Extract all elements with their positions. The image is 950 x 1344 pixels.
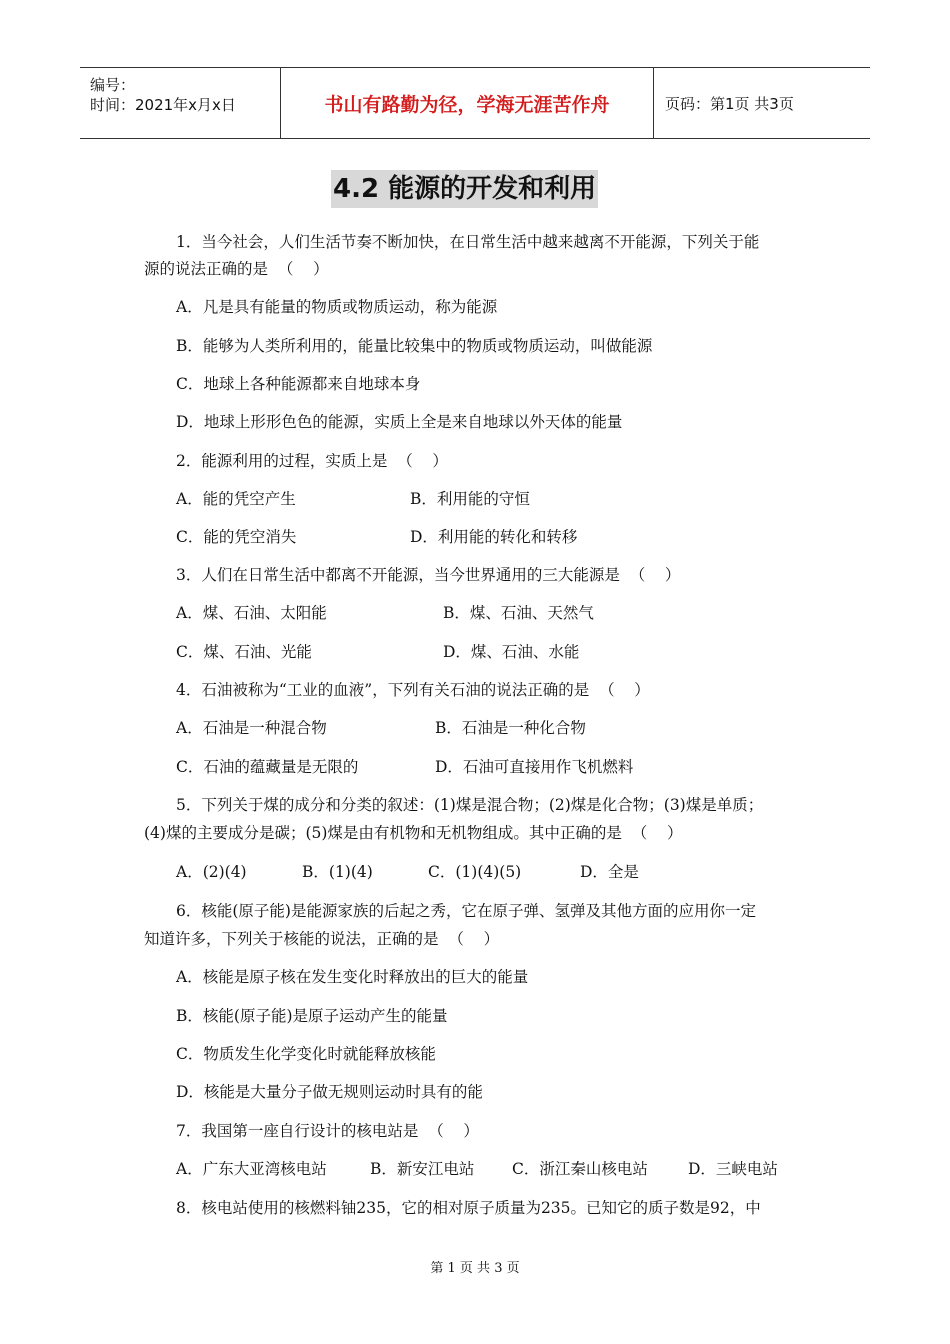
q1-option-d: D．地球上形形色色的能源，实质上全是来自地球以外天体的能量 — [176, 413, 623, 431]
q3-option-c: C．煤、石油、光能 — [176, 643, 312, 661]
question-6-line-2: 知道许多，下列关于核能的说法，正确的是 （ ） — [144, 930, 500, 948]
q4-option-c: C．石油的蕴藏量是无限的 — [176, 758, 359, 776]
page-footer: 第 1 页 共 3 页 — [430, 1261, 520, 1276]
q3-option-b: B．煤、石油、天然气 — [443, 604, 594, 622]
question-6-line-1: 6．核能(原子能)是能源家族的后起之秀，它在原子弹、氢弹及其他方面的应用你一定 — [176, 902, 756, 920]
question-3: 3．人们在日常生活中都离不开能源，当今世界通用的三大能源是 （ ） — [176, 566, 681, 584]
q3-option-d: D．煤、石油、水能 — [443, 643, 580, 661]
q4-option-b: B．石油是一种化合物 — [435, 719, 586, 737]
page-label: 页码：第1页 共3页 — [665, 95, 794, 113]
q7-option-a: A．广东大亚湾核电站 — [176, 1160, 327, 1178]
header-info-cell — [80, 68, 280, 138]
q1-option-a: A．凡是具有能量的物质或物质运动，称为能源 — [176, 298, 498, 316]
q3-option-a: A．煤、石油、太阳能 — [176, 604, 327, 622]
q2-option-a: A．能的凭空产生 — [176, 490, 296, 508]
q7-option-b: B．新安江电站 — [370, 1160, 475, 1178]
number-label: 编号： — [90, 76, 136, 94]
q5-option-d: D．全是 — [580, 863, 639, 881]
q2-option-d: D．利用能的转化和转移 — [410, 528, 578, 546]
question-4: 4．石油被称为“工业的血液”，下列有关石油的说法正确的是 （ ） — [176, 681, 650, 699]
q1-option-c: C．地球上各种能源都来自地球本身 — [176, 375, 421, 393]
q6-option-a: A．核能是原子核在发生变化时释放出的巨大的能量 — [176, 968, 529, 986]
question-5-line-2: (4)煤的主要成分是碳；(5)煤是由有机物和无机物组成。其中正确的是 （ ） — [144, 824, 683, 842]
q7-option-c: C．浙江秦山核电站 — [512, 1160, 648, 1178]
page-title: 4.2 能源的开发和利用 — [331, 170, 598, 208]
q1-option-b: B．能够为人类所利用的，能量比较集中的物质或物质运动，叫做能源 — [176, 337, 653, 355]
question-2: 2．能源利用的过程，实质上是 （ ） — [176, 452, 448, 470]
q4-option-d: D．石油可直接用作飞机燃料 — [435, 758, 634, 776]
q6-option-b: B．核能(原子能)是原子运动产生的能量 — [176, 1007, 448, 1025]
q6-option-d: D．核能是大量分子做无规则运动时具有的能 — [176, 1083, 483, 1101]
question-7: 7．我国第一座自行设计的核电站是 （ ） — [176, 1122, 479, 1140]
q5-option-a: A．(2)(4) — [176, 863, 247, 881]
header-motto-cell — [280, 68, 654, 138]
q6-option-c: C．物质发生化学变化时就能释放核能 — [176, 1045, 436, 1063]
question-5-line-1: 5．下列关于煤的成分和分类的叙述：(1)煤是混合物；(2)煤是化合物；(3)煤是单质； — [176, 796, 764, 814]
document-header — [80, 67, 870, 139]
q5-option-c: C．(1)(4)(5) — [428, 863, 522, 881]
q2-option-b: B．利用能的守恒 — [410, 490, 530, 508]
question-8-line-1: 8．核电站使用的核燃料铀235，它的相对原子质量为235。已知它的质子数是92，中 — [176, 1199, 761, 1217]
motto: 书山有路勤为径，学海无涯苦作舟 — [324, 94, 610, 116]
header-page-cell — [653, 68, 870, 138]
q2-option-c: C．能的凭空消失 — [176, 528, 297, 546]
q5-option-b: B．(1)(4) — [302, 863, 373, 881]
date-label: 时间：2021年x月x日 — [90, 96, 236, 114]
question-1-line-2: 源的说法正确的是 （ ） — [144, 260, 329, 278]
q7-option-d: D．三峡电站 — [688, 1160, 778, 1178]
q4-option-a: A．石油是一种混合物 — [176, 719, 327, 737]
question-1-line-1: 1．当今社会，人们生活节奏不断加快，在日常生活中越来越离不开能源，下列关于能 — [176, 233, 760, 251]
